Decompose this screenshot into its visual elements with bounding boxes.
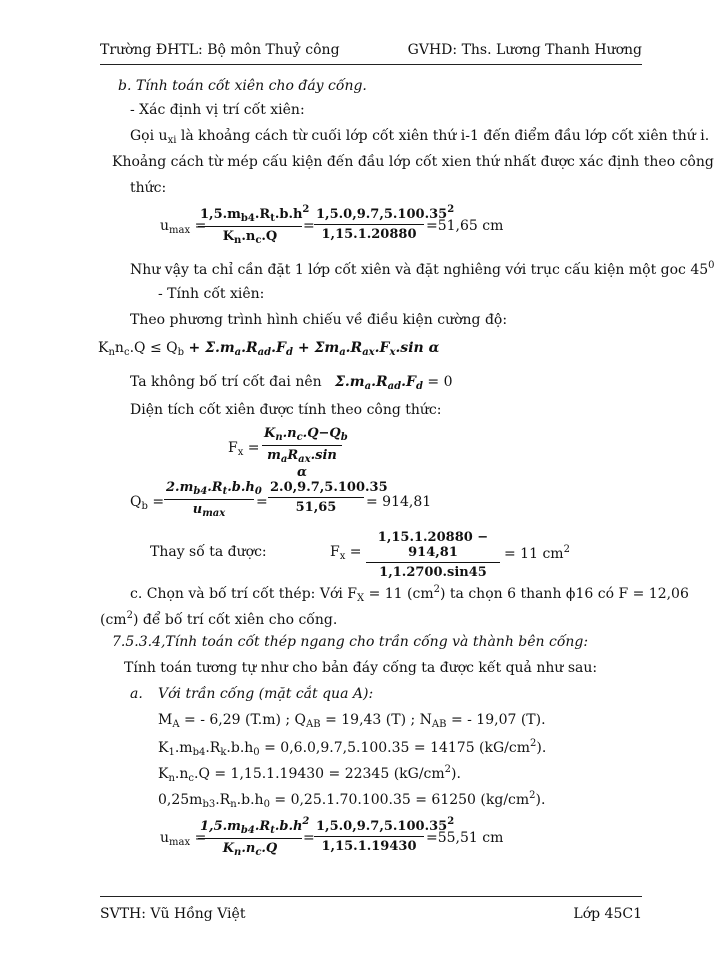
line-tinh-cot-xien: - Tính cốt xiên: [158,286,265,302]
section-b-title: b. Tính toán cốt xiên cho đáy cống. [118,78,367,94]
header-rule [100,64,642,65]
header-left: Trường ĐHTL: Bộ môn Thuỷ công [100,42,340,58]
header-right: GVHD: Ths. Lương Thanh Hương [407,42,642,58]
item-a-title: Với trần cống (mặt cắt qua A): [158,686,374,702]
line-thay-so: Thay số ta được: [150,544,267,560]
line-goi: Gọi $u_{xi}$ là khoảng cách từ cuối lớp cốt xiên thứ i-1 đến điểm đầu lớp cốt xiên thứ i. [130,128,710,146]
line-chon-bo-tri: c. Chọn và bố trí cốt thép: Với $F_X = 11$ $(cm^2)$ ta chọn 6 thanh ϕ16 có F = 12,06 [130,584,689,604]
footer-left: SVTH: Vũ Hồng Việt [100,906,246,922]
line-dien-tich: Diện tích cốt xiên được tính theo công thức: [130,402,442,418]
line-ta-khong: Ta không bố trí cốt đai nên $\Sigma.m_a.R_{ad}.F_d = 0$ [130,374,453,392]
line-nhu-vay: Như vậy ta chỉ cần đặt 1 lớp cốt xiên và đặt nghiêng với trục cấu kiện một goc $45^0$ [130,260,715,278]
line-tinh-tuong-tu: Tính toán tương tự như cho bản đáy cống ta được kết quả như sau: [124,660,598,676]
equation-strength: $K_nn_c.Q \le Q_b + \Sigma.m_a.R_{ad}.F_d + \Sigma m_a.R_{ax}.F_x.\sin$ α [98,340,440,358]
line-thuc: thức: [130,180,167,196]
item-a-marker: a. [130,686,143,702]
line-kn: $K_n.n_c.Q = 1,15.1.19430 = 22345$ $(kG/cm^2)$. [158,764,461,784]
line-theo-phuong-trinh: Theo phương trình hình chiếu về điều kiện cường độ: [130,312,508,328]
footer-rule [100,896,642,897]
section-7534-title: 7.5.3.4,Tính toán cốt thép ngang cho trần cống và thành bên cống: [112,634,589,650]
line-025: $0,25m_{b3}.R_n.b.h_0 = 0,25.1.70.100.35 = 61250$ $(kg/cm^2)$. [158,790,546,810]
line-chon-bo-tri-2: $(cm^2)$ để bố trí cốt xiên cho cống. [100,610,338,628]
line-k1: $K_1.m_{b4}.R_k.b.h_0 = 0,6.0,9.7,5.100.35 = 14175$ $(kG/cm^2)$. [158,738,547,758]
line-khoang-cach: Khoảng cách từ mép cấu kiện đến đầu lớp cốt xien thứ nhất được xác định theo công [112,154,714,170]
footer-right: Lớp 45C1 [573,906,642,922]
line-xac-dinh: - Xác định vị trí cốt xiên: [130,102,305,118]
line-ma-q-n: $M_A$ = - 6,29 (T.m) ; $Q_{AB} = 19,43$ (T) ; $N_{AB}$ = - 19,07 (T). [158,712,546,730]
